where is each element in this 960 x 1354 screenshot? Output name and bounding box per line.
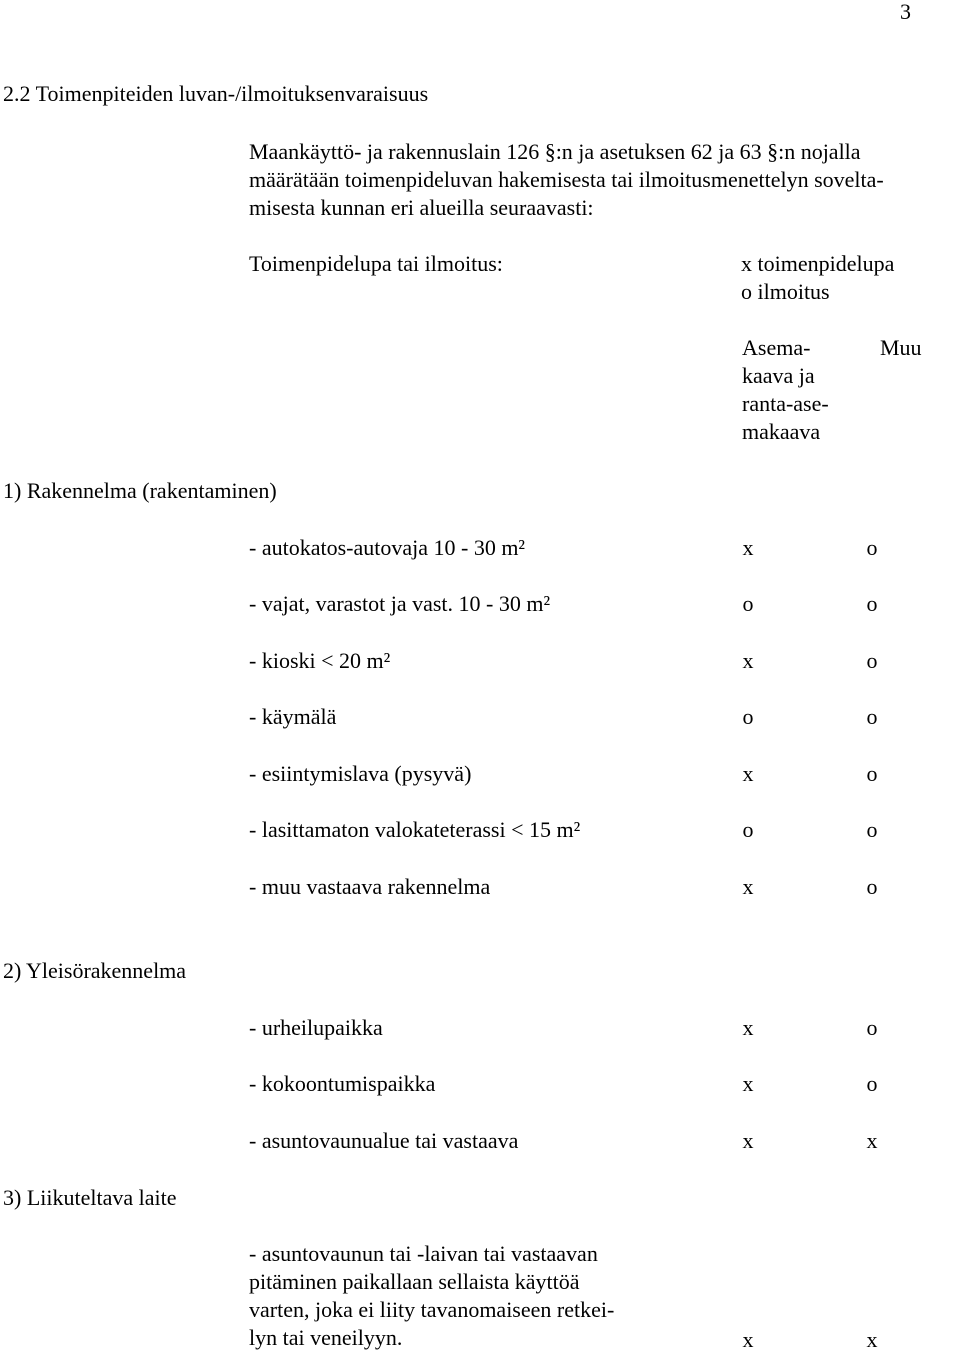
row-label-line: - asuntovaunun tai -laivan tai vastaavan xyxy=(249,1241,598,1266)
row-mark-muu: o xyxy=(866,591,878,616)
row-mark-asemakaava: x xyxy=(742,535,754,560)
row-mark-asemakaava: x xyxy=(742,874,754,899)
row-mark-muu: o xyxy=(866,648,878,673)
row-mark-muu: o xyxy=(866,761,878,786)
section-title-yleisorakennelma: 2) Yleisörakennelma xyxy=(3,958,187,983)
row-label: - asuntovaunualue tai vastaava xyxy=(249,1128,519,1153)
row-label-line: pitäminen paikallaan sellaista käyttöä xyxy=(249,1269,580,1294)
section-heading: 2.2 Toimenpiteiden luvan-/ilmoituksenvaraisuus xyxy=(3,81,429,106)
row-label: - kioski < 20 m² xyxy=(249,648,391,673)
row-mark-muu: o xyxy=(866,1015,878,1040)
row-mark-muu: x xyxy=(866,1327,878,1352)
intro-line: määrätään toimenpideluvan hakemisesta tai ilmoitusmenettelyn sovelta- xyxy=(249,167,884,192)
row-label: - muu vastaava rakennelma xyxy=(249,874,491,899)
row-mark-asemakaava: x xyxy=(742,1128,754,1153)
row-mark-asemakaava: x xyxy=(742,761,754,786)
intro-line: Maankäyttö- ja rakennuslain 126 §:n ja asetuksen 62 ja 63 §:n nojalla xyxy=(249,139,861,164)
column-header-line: ranta-ase- xyxy=(742,391,829,416)
row-label-line: lyn tai veneilyyn. xyxy=(249,1325,403,1350)
row-mark-asemakaava: x xyxy=(742,1327,754,1352)
row-mark-asemakaava: x xyxy=(742,1071,754,1096)
section-title-liikuteltava-laite: 3) Liikuteltava laite xyxy=(3,1185,177,1210)
row-label: - vajat, varastot ja vast. 10 - 30 m² xyxy=(249,591,551,616)
row-mark-asemakaava: o xyxy=(742,591,754,616)
row-label: - kokoontumispaikka xyxy=(249,1071,436,1096)
row-mark-asemakaava: o xyxy=(742,817,754,842)
column-header-asemakaava xyxy=(742,334,829,446)
row-mark-muu: o xyxy=(866,535,878,560)
section-title-rakennelma: 1) Rakennelma (rakentaminen) xyxy=(3,478,277,503)
row-mark-muu: o xyxy=(866,704,878,729)
column-header-muu: Muu xyxy=(880,335,922,360)
row-mark-muu: o xyxy=(866,1071,878,1096)
legend-o: o ilmoitus xyxy=(741,279,830,304)
row-label: - käymälä xyxy=(249,704,337,729)
row-label: - esiintymislava (pysyvä) xyxy=(249,761,472,786)
row-label: - lasittamaton valokateterassi < 15 m² xyxy=(249,817,581,842)
row-label-multiline xyxy=(249,1240,614,1352)
row-mark-muu: x xyxy=(866,1128,878,1153)
row-mark-asemakaava: x xyxy=(742,648,754,673)
column-header-line: kaava ja xyxy=(742,363,815,388)
column-header-line: Asema- xyxy=(742,335,811,360)
row-label-line: varten, joka ei liity tavanomaiseen retkei- xyxy=(249,1297,615,1322)
row-label: - urheilupaikka xyxy=(249,1015,383,1040)
intro-line: misesta kunnan eri alueilla seuraavasti: xyxy=(249,195,594,220)
legend-label: Toimenpidelupa tai ilmoitus: xyxy=(249,251,503,276)
row-mark-muu: o xyxy=(866,874,878,899)
column-header-line: makaava xyxy=(742,419,821,444)
page-number: 3 xyxy=(900,0,911,24)
row-mark-asemakaava: x xyxy=(742,1015,754,1040)
legend-x: x toimenpidelupa xyxy=(741,251,895,276)
row-mark-asemakaava: o xyxy=(742,704,754,729)
row-label: - autokatos-autovaja 10 - 30 m² xyxy=(249,535,526,560)
intro-paragraph xyxy=(249,138,884,222)
row-mark-muu: o xyxy=(866,817,878,842)
